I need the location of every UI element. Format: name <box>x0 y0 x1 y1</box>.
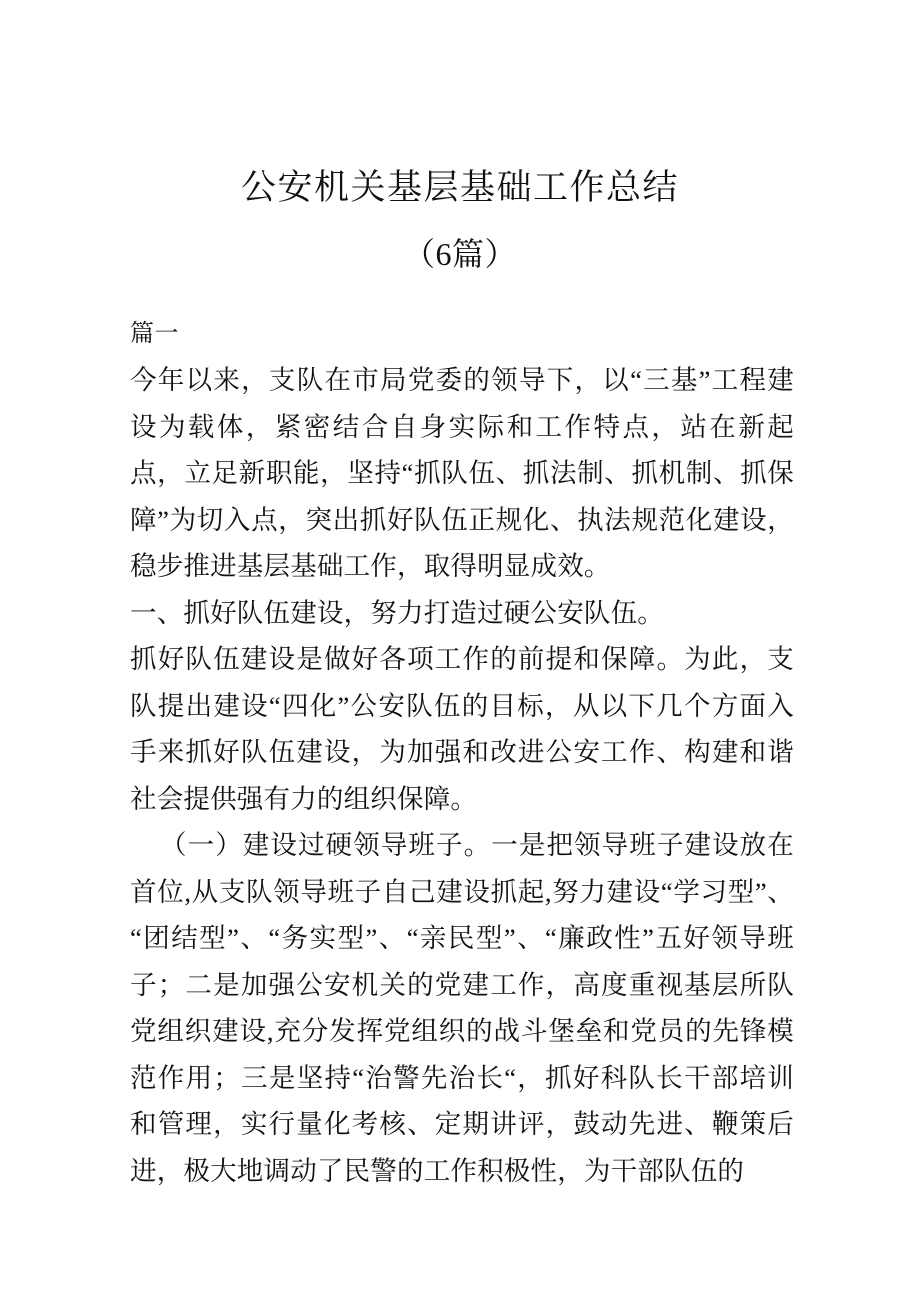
paragraph-team-building: 抓好队伍建设是做好各项工作的前提和保障。为此，支队提出建设“四化”公安队伍的目标，从以下几个方面入手来抓好队伍建设，为加强和改进公安工作、构建和谐社会提供强有力的组织保障。 <box>130 644 794 814</box>
section-heading-one: 一、抓好队伍建设，努力打造过硬公安队伍。 <box>130 597 664 628</box>
page-title: 公安机关基层基础工作总结 <box>240 168 679 208</box>
piece-label: 篇一 <box>130 321 179 347</box>
paragraph-subsection-one: （一）建设过硬领导班子。一是把领导班子建设放在首位,从支队领导班子自己建设抓起,努力建设“学习型”、“团结型”、“务实型”、“亲民型”、“廉政性”五好领导班子；二是加强公安机关的党建工作，高度重视基层所队党组织建设,充分发挥党组织的战斗堡垒和党员的先锋模范作用；三是坚持“治警先治长“，抓好科队长干部培训和管理，实行量化考核、定期讲评，鼓动先进、鞭策后进，极大地调动了民警的工作积极性，为干部队伍的 <box>130 830 794 1186</box>
document-subtitle: （6篇） <box>402 236 517 272</box>
document-body <box>130 312 794 1194</box>
paragraph-intro: 今年以来，支队在市局党委的领导下，以“三基”工程建设为载体，紧密结合自身实际和工作特点，站在新起点，立足新职能，坚持“抓队伍、抓法制、抓机制、抓保障”为切入点，突出抓好队伍正规化、执法规范化建设，稳步推进基层基础工作，取得明显成效。 <box>130 365 794 581</box>
